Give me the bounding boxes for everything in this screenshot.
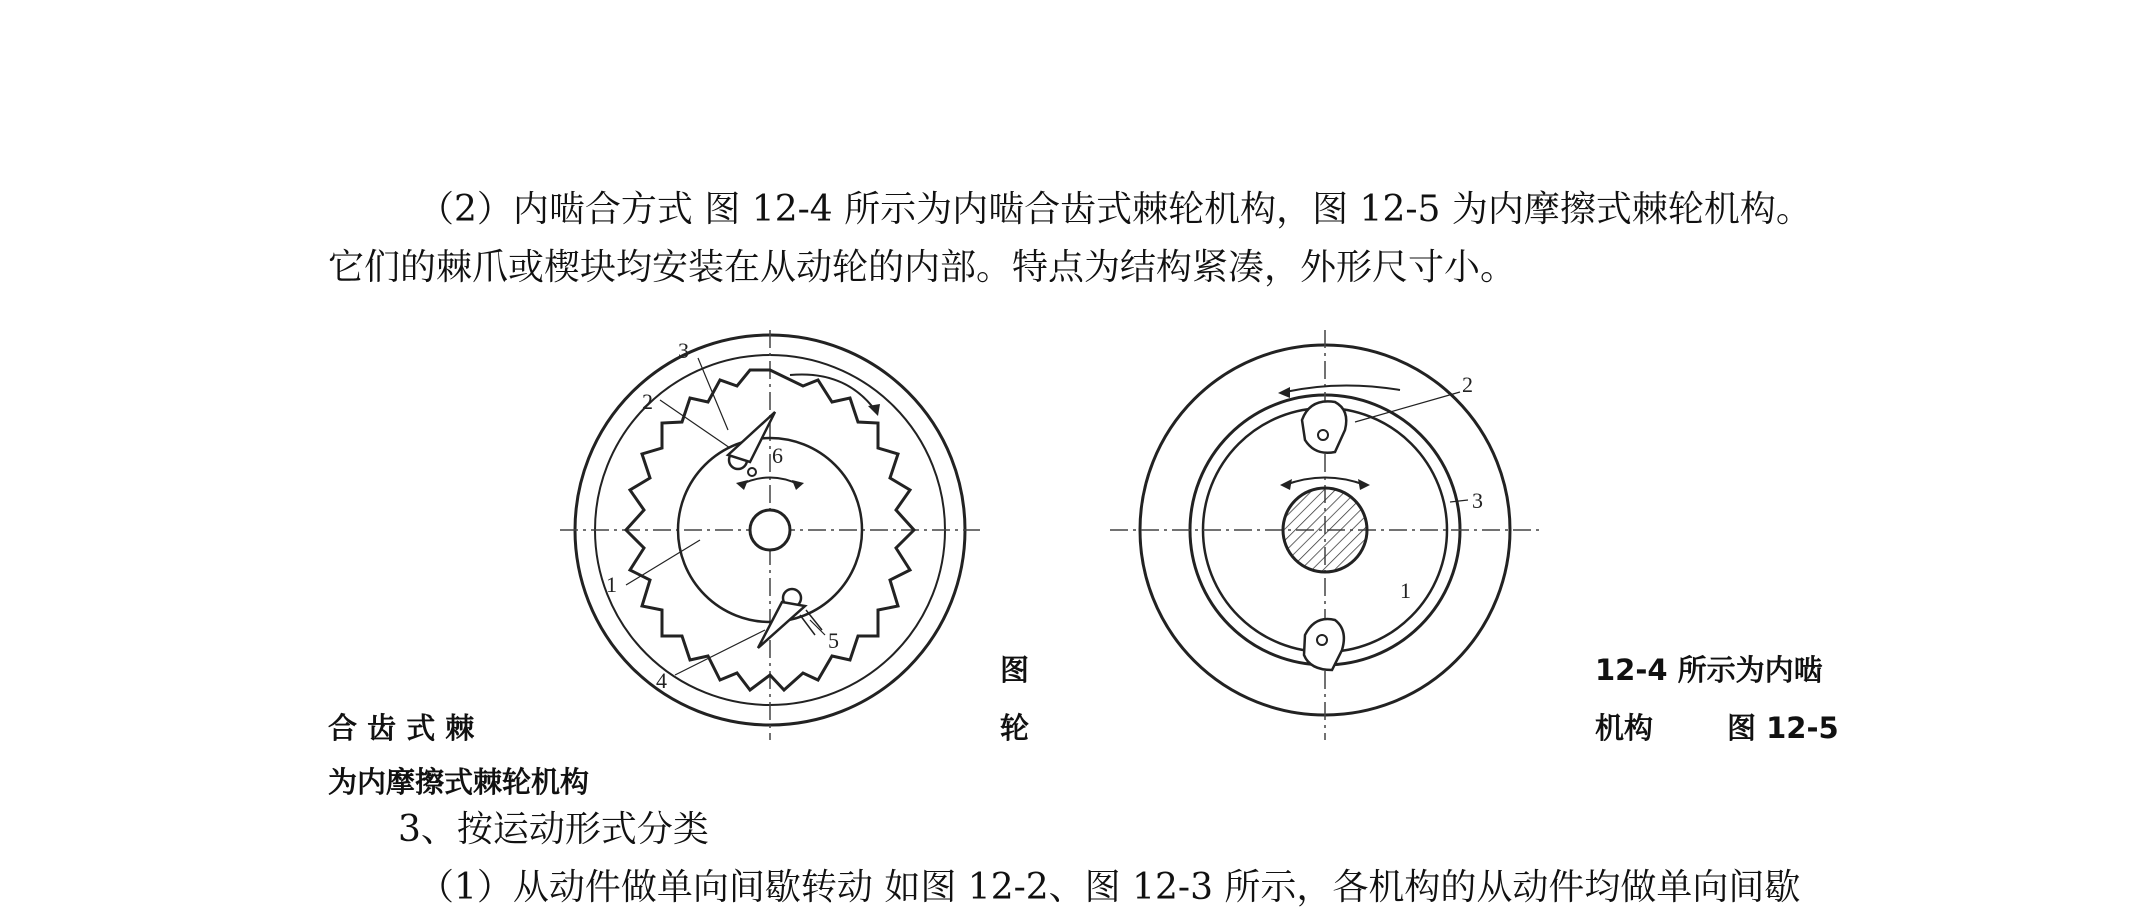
figure-12-4-label-4: 4 (656, 668, 667, 693)
caption-fragment-1: 图 (1000, 653, 1030, 687)
caption-fragment-6: 图 12-5 (1727, 711, 1839, 745)
figure-12-4-drawing (560, 330, 980, 750)
figure-12-4-label-2: 2 (642, 389, 653, 414)
paragraph-line-1: （2）内啮合方式 图 12-4 所示为内啮合齿式棘轮机构，图 12-5 为内摩擦式棘轮机构。 (418, 189, 1812, 230)
figure-12-5-label-1: 1 (1400, 578, 1411, 603)
figure-12-4 (560, 330, 980, 750)
section-heading: 3、按运动形式分类 (398, 809, 709, 850)
figure-12-5 (1110, 330, 1540, 750)
caption-fragment-3: 合 齿 式 棘 (328, 711, 475, 745)
paragraph-line-3: （1）从动件做单向间歇转动 如图 12-2、图 12-3 所示，各机构的从动件均做单向间歇 (418, 867, 1801, 908)
figure-12-5-label-3: 3 (1472, 488, 1483, 513)
caption-fragment-5: 机构 (1595, 711, 1654, 745)
paragraph-line-2: 它们的棘爪或楔块均安装在从动轮的内部。特点为结构紧凑，外形尺寸小。 (328, 247, 1517, 288)
caption-fragment-7: 为内摩擦式棘轮机构 (328, 765, 590, 799)
caption-fragment-4: 轮 (1000, 711, 1030, 745)
figure-12-4-label-3: 3 (678, 338, 689, 363)
figure-12-4-label-5: 5 (828, 628, 839, 653)
figure-12-4-label-6: 6 (772, 443, 783, 468)
figure-12-5-label-2: 2 (1462, 372, 1473, 397)
figure-12-4-label-1: 1 (606, 572, 617, 597)
figure-12-5-drawing (1110, 330, 1540, 750)
caption-fragment-2: 12-4 所示为内啮 (1595, 653, 1823, 687)
